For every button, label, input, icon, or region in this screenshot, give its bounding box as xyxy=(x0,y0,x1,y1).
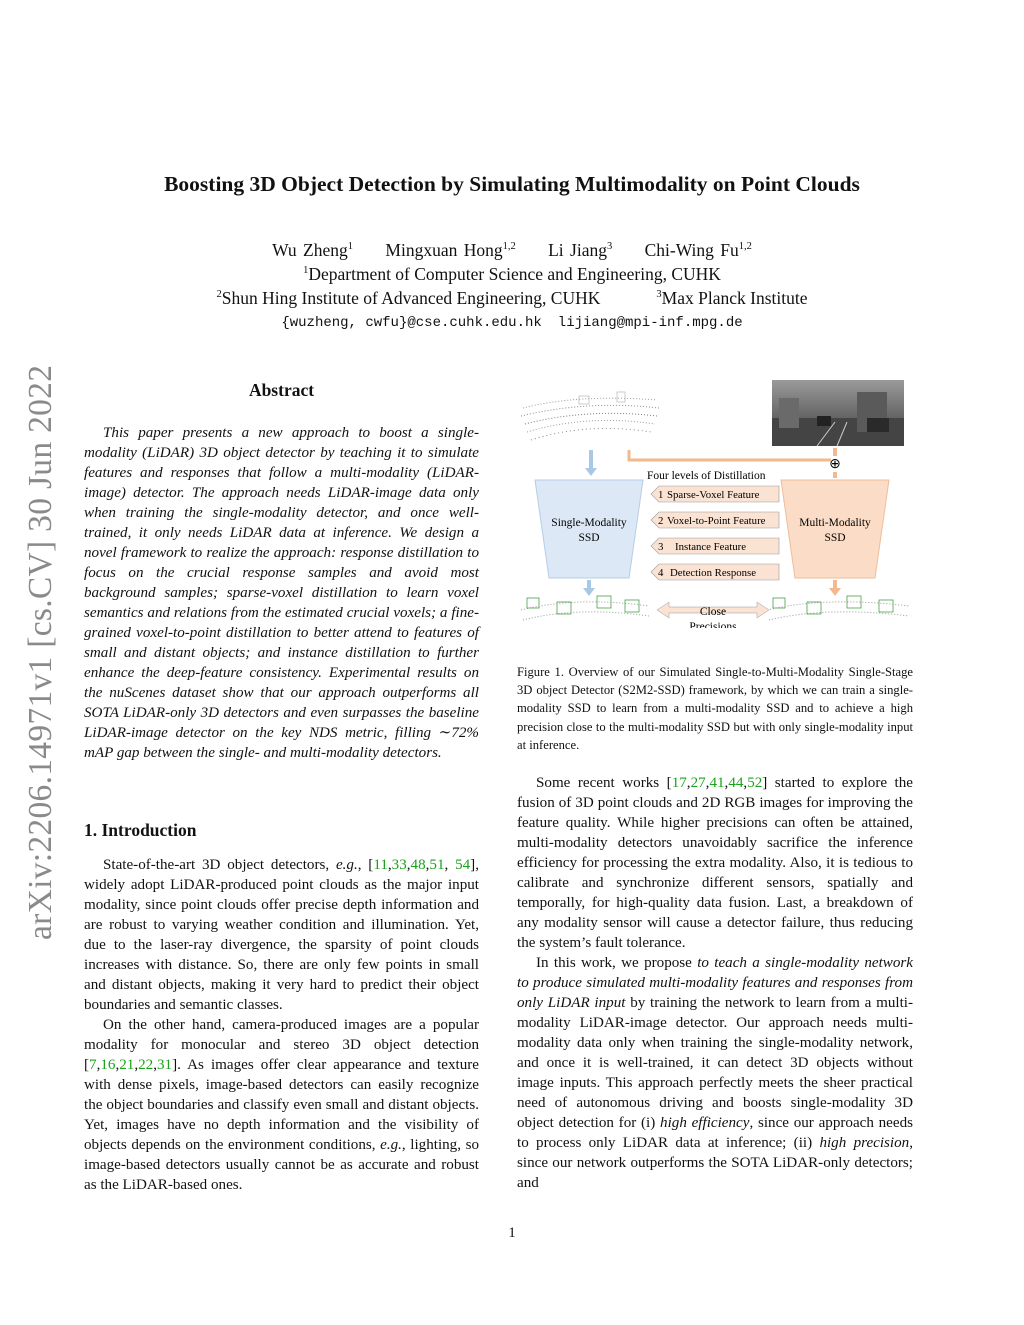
citation-link[interactable]: 21 xyxy=(119,1057,135,1073)
citation-link[interactable]: 52 xyxy=(747,775,763,791)
svg-text:3: 3 xyxy=(658,541,664,553)
point-cloud-input-image xyxy=(521,392,659,440)
single-modality-label: Single-Modality xyxy=(551,517,627,529)
citation-link[interactable]: 17 xyxy=(671,775,687,791)
author-emails: {wuzheng, cwfu}@cse.cuhk.edu.hk lijiang@mpi-inf.mpg.de xyxy=(281,315,743,331)
framework-diagram xyxy=(517,378,913,628)
introduction-body xyxy=(84,855,479,1195)
distillation-title: Four levels of Distillation xyxy=(647,470,766,482)
citation-link[interactable]: 44 xyxy=(728,775,744,791)
paragraph: In this work, we propose to teach a single-modality network to produce simulated multi-modality features and responses from only LiDAR input by training the network to learn from a multi-modality LiDAR-image detector. Our approach needs multi-modality data only when training the single-modality network, and once it is well-trained, it can detect 3D objects without image inputs. This approach perfectly meets the sheer practical need of autonomous driving and boosts single-modality 3D object detection for (i) high efficiency, since our approach needs to process only LiDAR data at inference; (ii) high precision, since our network outperforms the SOTA LiDAR-only detectors; and xyxy=(517,955,913,1191)
citation-link[interactable]: 22 xyxy=(138,1057,154,1073)
citation-link[interactable]: 51 xyxy=(429,857,445,873)
right-column-body xyxy=(517,773,913,1193)
citation-link[interactable]: 48 xyxy=(410,857,426,873)
single-modality-ssd xyxy=(535,480,643,578)
author: Li Jiang$^3$ xyxy=(548,240,613,260)
svg-text:Voxel-to-Point Feature: Voxel-to-Point Feature xyxy=(667,515,766,527)
citation-link[interactable]: 27 xyxy=(690,775,706,791)
svg-text:Detection Response: Detection Response xyxy=(670,567,757,579)
multi-modality-ssd xyxy=(781,480,889,578)
citation-link[interactable]: 33 xyxy=(391,857,407,873)
abstract-text: This paper presents a new approach to boost a single-modality (LiDAR) 3D object detector by teaching it to simulate features and responses that follow a multi-modality (LiDAR-image) detector. The approach needs LiDAR-image data only when training the single-modality detector, and once well-trained, it only needs LiDAR data at inference. We design a novel framework to realize the approach: response distillation to focus on the crucial response samples and avoid most background samples; sparse-voxel distillation to learn voxel semantics and relations from the estimated crucial voxels; a fine-grained voxel-to-point distillation to better attend to features of small and distant objects; and instance distillation to further enhance the deep-feature consistency. Experimental results on the nuScenes dataset show that our approach outperforms all SOTA LiDAR-only 3D detectors and even surpasses the baseline LiDAR-image detector on the key NDS metric, filling ∼72% mAP gap between the single- and multi-modality detectors. xyxy=(84,425,479,761)
author: Wu Zheng$^1$ xyxy=(272,240,354,260)
close-precisions-label: Precisions xyxy=(689,621,737,628)
citation-link[interactable]: 11 xyxy=(373,857,388,873)
paragraph: On the other hand, camera-produced images are a popular modality for monocular and stereo 3D object detection [7,16,21,22,31]. As images offer clear appearance and texture with dense pixels, image-based detectors can easily recognize the object boundaries and classify even small and distant objects. Yet, images have no depth information and the visibility of objects depends on the environment conditions, e.g., lighting, so image-based detectors usually cannot be as accurate and robust as the LiDAR-based ones. xyxy=(84,1017,479,1193)
citation-link[interactable]: 41 xyxy=(709,775,725,791)
citation-link[interactable]: 16 xyxy=(100,1057,116,1073)
camera-image xyxy=(772,380,904,446)
figure-1 xyxy=(517,378,913,628)
author-list xyxy=(0,240,1024,261)
distillation-level xyxy=(651,512,779,528)
ssd-label: SSD xyxy=(824,532,846,544)
page-number: 1 xyxy=(508,1225,516,1241)
citation-link[interactable]: 7 xyxy=(89,1057,97,1073)
affiliation-2-3: $^2$Shun Hing Institute of Advanced Engineering, CUHK $^3$Max Planck Institute xyxy=(216,288,808,308)
plus-icon: ⊕ xyxy=(829,457,841,472)
svg-text:4: 4 xyxy=(658,567,664,579)
author: Mingxuan Hong$^{1,2}$ xyxy=(385,240,516,260)
paragraph: Some recent works [17,27,41,44,52] started to explore the fusion of 3D point clouds and 2D RGB images for improving the feature quality. While higher precisions can often be attained, multi-modality detectors unavoidably sacrifice the inference efficiency for processing the extra modality. Also, it is tedious to calibrate and synchronize different sensors, spatially and temporally, for high-quality data fusion. Last, a breakdown of any modality sensor will cause a detector failure, thus reducing the system’s fault tolerance. xyxy=(517,775,913,951)
svg-text:Instance Feature: Instance Feature xyxy=(675,541,747,553)
author: Chi-Wing Fu$^{1,2}$ xyxy=(644,240,752,260)
distillation-level xyxy=(651,564,779,580)
paper-title: Boosting 3D Object Detection by Simulating Multimodality on Point Clouds xyxy=(164,172,860,196)
affiliation-1: $^1$Department of Computer Science and Engineering, CUHK xyxy=(303,264,721,284)
citation-link[interactable]: 31 xyxy=(156,1057,173,1073)
abstract-heading: Abstract xyxy=(248,380,315,400)
multi-modality-label: Multi-Modality xyxy=(799,517,871,529)
citation-link[interactable]: 54 xyxy=(455,857,471,873)
single-modality-detections xyxy=(521,596,649,620)
figure-caption: Figure 1. Overview of our Simulated Single-to-Multi-Modality Single-Stage 3D object Detector (S2M2-SSD) framework, by which we can train a single-modality SSD to learn from a multi-modality SSD and to achieve a high precision close to the multi-modality SSD but with only single-modality input at inference. xyxy=(517,665,913,752)
ssd-label: SSD xyxy=(578,532,600,544)
multi-modality-detections xyxy=(767,596,909,620)
close-precisions-label: Close xyxy=(699,606,727,618)
distillation-level xyxy=(651,486,779,502)
distillation-level xyxy=(651,538,779,554)
arxiv-stamp: arXiv:2206.14971v1 [cs.CV] 30 Jun 2022 xyxy=(22,364,59,940)
svg-text:Sparse-Voxel Feature: Sparse-Voxel Feature xyxy=(667,489,760,501)
section-heading-introduction: 1. Introduction xyxy=(84,820,197,840)
paragraph: State-of-the-art 3D object detectors, e.g., [11,33,48,51, 54], widely adopt LiDAR-produced point clouds as the major input modality, since point clouds offer precise depth information and are robust to varying weather condition and illumination. Yet, due to the laser-ray divergence, the sparsity of point clouds increases with distance. So, there are only few points in small and distant objects, making it very hard to predict their object boundaries and semantic classes. xyxy=(84,857,479,1013)
svg-text:1: 1 xyxy=(658,489,664,501)
svg-text:2: 2 xyxy=(658,515,664,527)
